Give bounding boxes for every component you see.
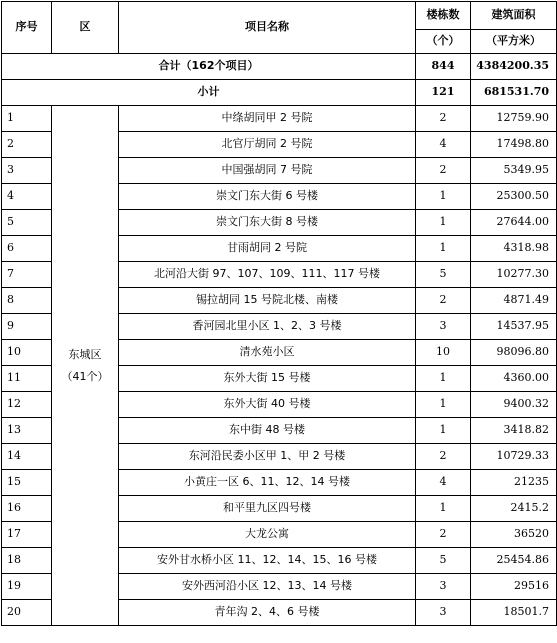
row-project-name: 东中街 48 号楼 <box>119 418 416 444</box>
row-seq: 13 <box>2 418 52 444</box>
header-row <box>2 2 557 30</box>
row-project-name: 东河沿民委小区甲 1、甲 2 号楼 <box>119 444 416 470</box>
district-cell <box>52 106 119 626</box>
row-seq: 15 <box>2 470 52 496</box>
row-area: 4360.00 <box>471 366 557 392</box>
row-project-name: 东外大街 15 号楼 <box>119 366 416 392</box>
row-seq: 4 <box>2 184 52 210</box>
row-project-name: 崇文门东大街 6 号楼 <box>119 184 416 210</box>
header-seq: 序号 <box>2 2 52 54</box>
row-area: 27644.00 <box>471 210 557 236</box>
row-seq: 2 <box>2 132 52 158</box>
subtotal-label: 小计 <box>2 80 416 106</box>
row-seq: 1 <box>2 106 52 132</box>
row-seq: 10 <box>2 340 52 366</box>
header-project: 项目名称 <box>119 2 416 54</box>
row-buildings: 3 <box>416 574 471 600</box>
row-area: 14537.95 <box>471 314 557 340</box>
district-name: 东城区 <box>68 347 102 361</box>
row-area: 10277.30 <box>471 262 557 288</box>
row-area: 3418.82 <box>471 418 557 444</box>
subtotal-buildings: 121 <box>416 80 471 106</box>
row-buildings: 2 <box>416 444 471 470</box>
row-seq: 17 <box>2 522 52 548</box>
row-buildings: 1 <box>416 418 471 444</box>
header-district: 区 <box>52 2 119 54</box>
row-area: 5349.95 <box>471 158 557 184</box>
row-buildings: 3 <box>416 600 471 626</box>
row-project-name: 北河沿大街 97、107、109、111、117 号楼 <box>119 262 416 288</box>
subtotal-row <box>2 80 557 106</box>
header-buildings-line2: （个） <box>416 30 471 54</box>
row-buildings: 1 <box>416 236 471 262</box>
row-seq: 3 <box>2 158 52 184</box>
row-buildings: 2 <box>416 106 471 132</box>
row-area: 36520 <box>471 522 557 548</box>
row-area: 98096.80 <box>471 340 557 366</box>
row-seq: 6 <box>2 236 52 262</box>
row-buildings: 1 <box>416 184 471 210</box>
row-project-name: 甘雨胡同 2 号院 <box>119 236 416 262</box>
row-buildings: 10 <box>416 340 471 366</box>
row-project-name: 大龙公寓 <box>119 522 416 548</box>
row-buildings: 4 <box>416 470 471 496</box>
row-project-name: 中国强胡同 7 号院 <box>119 158 416 184</box>
header-area-line1: 建筑面积 <box>471 2 557 30</box>
row-seq: 14 <box>2 444 52 470</box>
row-project-name: 崇文门东大街 8 号楼 <box>119 210 416 236</box>
row-seq: 20 <box>2 600 52 626</box>
row-project-name: 中绦胡同甲 2 号院 <box>119 106 416 132</box>
row-area: 9400.32 <box>471 392 557 418</box>
row-seq: 16 <box>2 496 52 522</box>
row-area: 10729.33 <box>471 444 557 470</box>
header-area-line2: （平方米） <box>471 30 557 54</box>
row-area: 17498.80 <box>471 132 557 158</box>
district-count: （41个） <box>61 369 109 383</box>
total-row <box>2 54 557 80</box>
row-buildings: 2 <box>416 522 471 548</box>
total-label: 合计（162个项目） <box>2 54 416 80</box>
row-area: 21235 <box>471 470 557 496</box>
row-seq: 5 <box>2 210 52 236</box>
total-area: 4384200.35 <box>471 54 557 80</box>
table-row <box>2 106 557 132</box>
row-project-name: 小黄庄一区 6、11、12、14 号楼 <box>119 470 416 496</box>
row-seq: 7 <box>2 262 52 288</box>
row-project-name: 东外大街 40 号楼 <box>119 392 416 418</box>
row-project-name: 安外西河沿小区 12、13、14 号楼 <box>119 574 416 600</box>
row-buildings: 1 <box>416 366 471 392</box>
row-buildings: 2 <box>416 288 471 314</box>
row-buildings: 3 <box>416 314 471 340</box>
row-project-name: 青年沟 2、4、6 号楼 <box>119 600 416 626</box>
row-seq: 12 <box>2 392 52 418</box>
row-seq: 9 <box>2 314 52 340</box>
row-buildings: 1 <box>416 392 471 418</box>
total-buildings: 844 <box>416 54 471 80</box>
row-buildings: 5 <box>416 548 471 574</box>
row-project-name: 和平里九区四号楼 <box>119 496 416 522</box>
row-project-name: 安外甘水桥小区 11、12、14、15、16 号楼 <box>119 548 416 574</box>
subtotal-area: 681531.70 <box>471 80 557 106</box>
row-area: 25454.86 <box>471 548 557 574</box>
row-area: 4871.49 <box>471 288 557 314</box>
row-project-name: 清水苑小区 <box>119 340 416 366</box>
header-buildings-line1: 楼栋数 <box>416 2 471 30</box>
row-seq: 8 <box>2 288 52 314</box>
row-area: 25300.50 <box>471 184 557 210</box>
row-seq: 19 <box>2 574 52 600</box>
row-project-name: 香河园北里小区 1、2、3 号楼 <box>119 314 416 340</box>
row-buildings: 2 <box>416 158 471 184</box>
row-buildings: 5 <box>416 262 471 288</box>
housing-project-table <box>1 1 557 626</box>
row-project-name: 北官厅胡同 2 号院 <box>119 132 416 158</box>
row-area: 12759.90 <box>471 106 557 132</box>
row-project-name: 锡拉胡同 15 号院北楼、南楼 <box>119 288 416 314</box>
row-seq: 18 <box>2 548 52 574</box>
row-buildings: 1 <box>416 496 471 522</box>
row-area: 18501.7 <box>471 600 557 626</box>
row-area: 29516 <box>471 574 557 600</box>
row-buildings: 4 <box>416 132 471 158</box>
row-buildings: 1 <box>416 210 471 236</box>
row-seq: 11 <box>2 366 52 392</box>
row-area: 2415.2 <box>471 496 557 522</box>
row-area: 4318.98 <box>471 236 557 262</box>
